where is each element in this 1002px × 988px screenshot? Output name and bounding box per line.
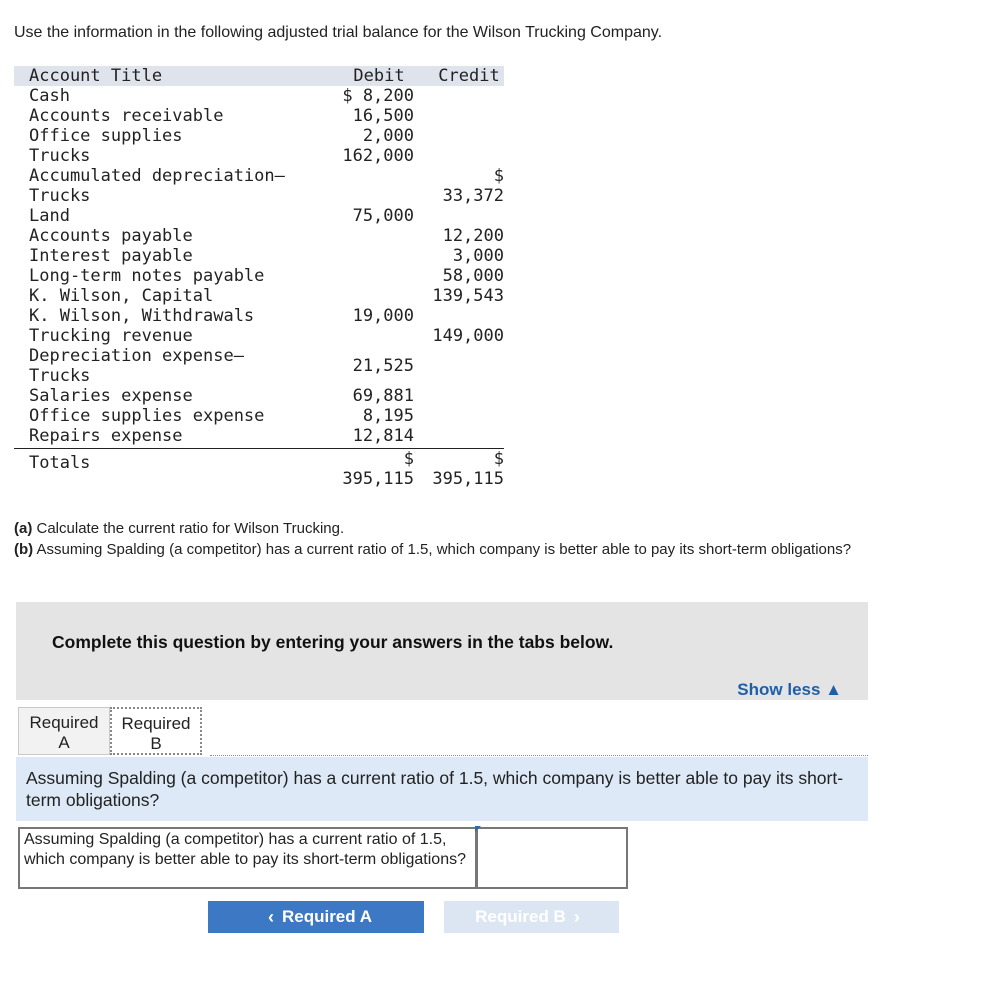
debit-value bbox=[324, 326, 414, 346]
account-title: Office supplies expense bbox=[29, 406, 265, 426]
currency-symbol: $ bbox=[403, 449, 414, 469]
credit-value: 12,200 bbox=[442, 226, 504, 246]
debit-value: $ 8,200 bbox=[342, 86, 414, 106]
answer-label-cell: Assuming Spalding (a competitor) has a current ratio of 1.5, which company is better able to pay its short-term obligations? bbox=[18, 827, 477, 889]
question-a-text: Calculate the current ratio for Wilson Trucking. bbox=[32, 520, 345, 537]
debit-value: 2,000 bbox=[362, 126, 414, 146]
account-title: Accounts payable bbox=[29, 226, 193, 246]
chevron-left-icon: ‹ bbox=[267, 906, 274, 927]
credit-value bbox=[414, 146, 504, 166]
table-row bbox=[14, 126, 504, 146]
instruction-panel bbox=[16, 602, 868, 700]
debit-value bbox=[324, 246, 414, 266]
tab-label-line: Required bbox=[29, 713, 99, 732]
question-b-text: Assuming Spalding (a competitor) has a current ratio of 1.5, which company is better able to pay its short-term obligations? bbox=[33, 541, 852, 558]
account-title-line: Depreciation expense— bbox=[29, 346, 244, 366]
credit-value bbox=[414, 86, 504, 106]
credit-value bbox=[414, 346, 504, 386]
table-row bbox=[14, 206, 504, 226]
account-title: K. Wilson, Capital bbox=[29, 286, 214, 306]
table-header bbox=[14, 66, 504, 86]
account-title-line: Trucks bbox=[29, 366, 91, 386]
total-debit bbox=[324, 449, 414, 495]
account-title: Interest payable bbox=[29, 246, 193, 266]
credit-value bbox=[414, 126, 504, 146]
question-b-label: (b) bbox=[14, 541, 34, 558]
debit-value bbox=[324, 286, 414, 306]
total-debit-amount: 395,115 bbox=[342, 469, 414, 489]
credit-amount: 33,372 bbox=[442, 186, 504, 206]
debit-value: 16,500 bbox=[352, 106, 414, 126]
account-title: K. Wilson, Withdrawals bbox=[29, 306, 255, 326]
debit-value: 162,000 bbox=[342, 146, 414, 166]
debit-value: 75,000 bbox=[352, 206, 414, 226]
debit-amount: 21,525 bbox=[352, 356, 414, 376]
next-button-label: Required B bbox=[475, 907, 566, 926]
tab-label-line: B bbox=[150, 734, 162, 753]
tab-label-line: Required bbox=[121, 714, 191, 733]
prev-button-label: Required A bbox=[281, 907, 373, 926]
credit-value: 139,543 bbox=[432, 286, 504, 306]
intro-text: Use the information in the following adjusted trial balance for the Wilson Trucking Company. bbox=[14, 24, 663, 41]
table-row bbox=[14, 426, 504, 446]
credit-value bbox=[414, 406, 504, 426]
debit-value: 69,881 bbox=[352, 386, 414, 406]
totals-label: Totals bbox=[29, 453, 91, 473]
debit-value: 19,000 bbox=[352, 306, 414, 326]
table-row bbox=[14, 226, 504, 246]
tab-bar bbox=[18, 707, 202, 755]
debit-value bbox=[324, 346, 414, 386]
account-title bbox=[14, 346, 324, 386]
header-account-title: Account Title bbox=[29, 66, 163, 86]
table-row bbox=[14, 166, 504, 206]
debit-value: 8,195 bbox=[362, 406, 414, 426]
tab-required-b[interactable] bbox=[110, 707, 202, 755]
credit-value: 58,000 bbox=[442, 266, 504, 286]
total-credit bbox=[414, 449, 504, 495]
account-title: Accounts receivable bbox=[29, 106, 224, 126]
account-title-line: Trucks bbox=[29, 186, 91, 206]
panel-title: Complete this question by entering your answers in the tabs below. bbox=[52, 632, 614, 652]
credit-value bbox=[414, 306, 504, 326]
credit-value bbox=[414, 386, 504, 406]
table-row bbox=[14, 106, 504, 126]
account-title: Long-term notes payable bbox=[29, 266, 265, 286]
account-title: Trucking revenue bbox=[29, 326, 193, 346]
input-corner-marker-icon bbox=[475, 826, 481, 832]
credit-value bbox=[414, 206, 504, 226]
debit-value bbox=[324, 266, 414, 286]
table-row bbox=[14, 306, 504, 326]
table-row bbox=[14, 326, 504, 346]
table-row bbox=[14, 346, 504, 386]
question-a-label: (a) bbox=[14, 520, 33, 537]
tab-required-a[interactable] bbox=[18, 707, 110, 755]
credit-value: 3,000 bbox=[452, 246, 504, 266]
table-row bbox=[14, 146, 504, 166]
account-title: Land bbox=[29, 206, 70, 226]
header-credit: Credit bbox=[438, 66, 500, 86]
total-credit-amount: 395,115 bbox=[432, 469, 504, 489]
trial-balance-table bbox=[14, 66, 504, 495]
account-title: Trucks bbox=[29, 146, 91, 166]
debit-value: 12,814 bbox=[352, 426, 414, 446]
table-row bbox=[14, 86, 504, 106]
question-prompt: Assuming Spalding (a competitor) has a current ratio of 1.5, which company is better able to pay its short-term obligations? bbox=[16, 757, 868, 821]
currency-symbol: $ bbox=[493, 166, 504, 186]
table-row bbox=[14, 246, 504, 266]
table-row bbox=[14, 386, 504, 406]
credit-value: 149,000 bbox=[432, 326, 504, 346]
account-title: Office supplies bbox=[29, 126, 183, 146]
question-b bbox=[14, 540, 914, 559]
table-row bbox=[14, 406, 504, 426]
table-row bbox=[14, 286, 504, 306]
next-required-b-button bbox=[444, 901, 619, 933]
credit-value bbox=[414, 166, 504, 206]
chevron-right-icon: › bbox=[573, 906, 580, 927]
tab-label-line: A bbox=[58, 733, 70, 752]
account-title: Repairs expense bbox=[29, 426, 183, 446]
account-title bbox=[14, 166, 324, 206]
credit-value bbox=[414, 426, 504, 446]
account-title: Cash bbox=[29, 86, 70, 106]
totals-row bbox=[14, 448, 504, 495]
answer-input[interactable] bbox=[476, 827, 628, 889]
debit-value bbox=[324, 226, 414, 246]
tab-divider bbox=[210, 755, 868, 756]
account-title: Salaries expense bbox=[29, 386, 193, 406]
credit-value bbox=[414, 106, 504, 126]
currency-symbol: $ bbox=[493, 449, 504, 469]
show-less-link[interactable]: Show less ▲ bbox=[737, 680, 842, 699]
debit-value bbox=[324, 166, 414, 206]
question-a bbox=[14, 519, 344, 538]
account-title-line: Accumulated depreciation— bbox=[29, 166, 285, 186]
table-row bbox=[14, 266, 504, 286]
prev-required-a-button[interactable] bbox=[208, 901, 424, 933]
header-debit: Debit bbox=[353, 66, 405, 86]
